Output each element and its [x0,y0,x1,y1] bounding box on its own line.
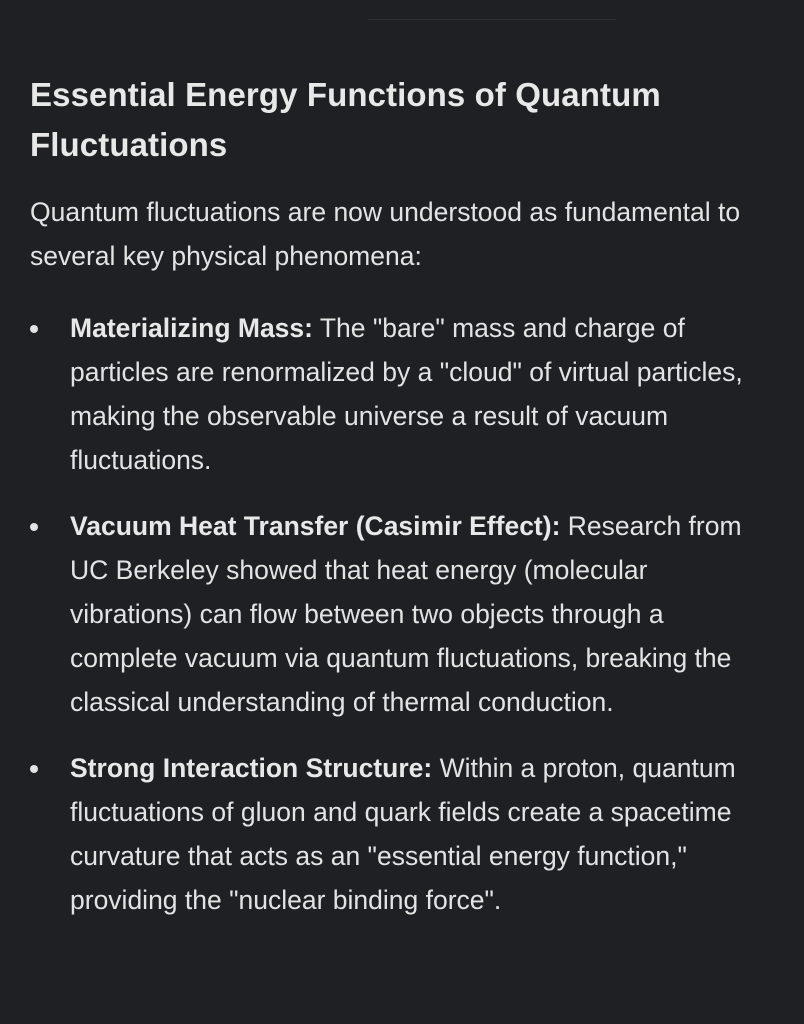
list-item-title: Strong Interaction Structure: [70,753,433,783]
list-item-text: Within a proton, quantum fluctuations of gluon and quark fields create a spacetime curvature that acts as an "essential energy function," providing the "nuclear binding force". [70,753,736,915]
list-item [30,504,774,724]
article-heading: Essential Energy Functions of Quantum Fluctuations [30,76,661,163]
intro-paragraph: Quantum fluctuations are now understood as fundamental to several key physical phenomena: [30,197,741,271]
bullet-list [30,306,774,922]
bullet-dot-icon [30,523,38,531]
top-divider [368,19,616,20]
list-item [30,306,774,482]
bullet-dot-icon [30,765,38,773]
list-item [30,746,774,922]
article-content [30,70,774,944]
list-item-title: Vacuum Heat Transfer (Casimir Effect): [70,511,561,541]
bullet-dot-icon [30,325,38,333]
list-item-title: Materializing Mass: [70,313,313,343]
list-item-text: The "bare" mass and charge of particles are renormalized by a "cloud" of virtual particles, making the observable universe a result of vacuum fluctuations. [70,313,743,475]
list-item-text: Research from UC Berkeley showed that heat energy (molecular vibrations) can flow between two objects through a complete vacuum via quantum fluctuations, breaking the classical understanding of thermal conduction. [70,511,742,717]
